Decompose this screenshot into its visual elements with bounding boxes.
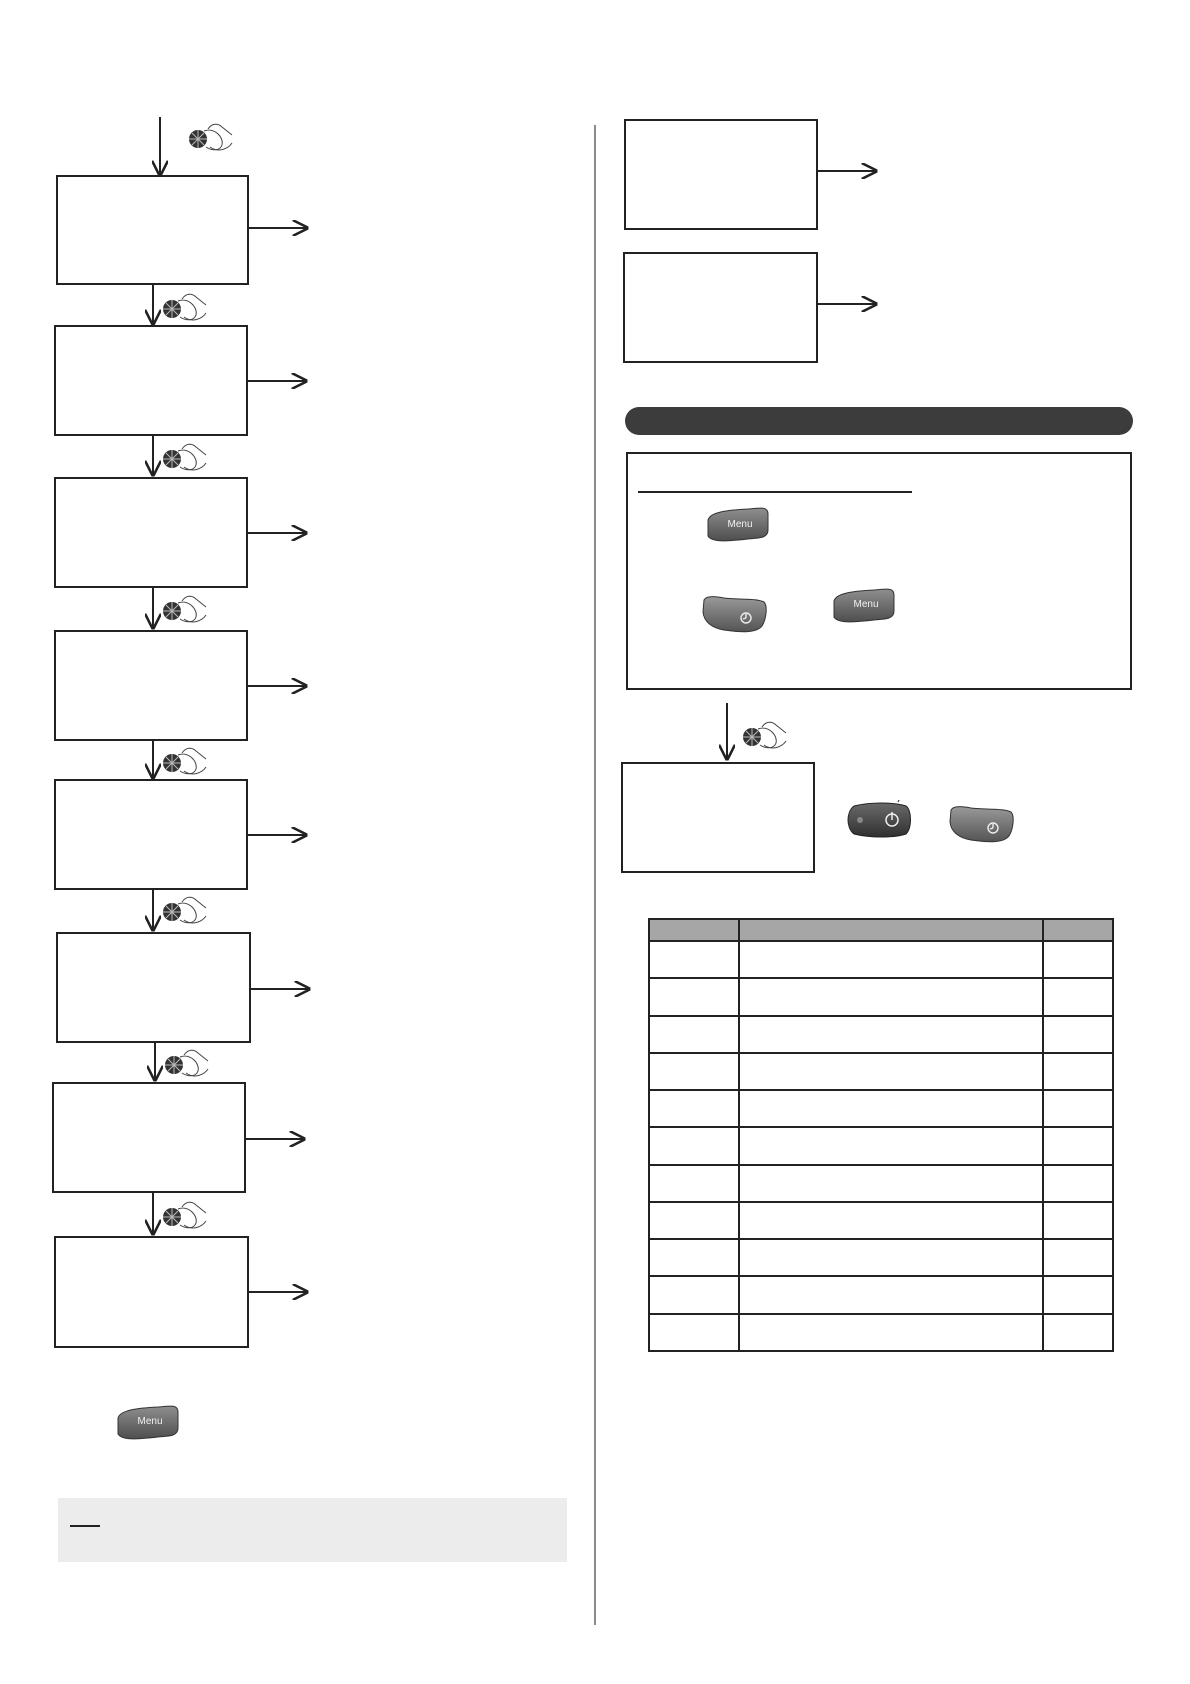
table-cell xyxy=(1043,1239,1113,1276)
table-cell xyxy=(1043,1202,1113,1239)
table-header-cell xyxy=(1043,919,1113,941)
section-header-bar xyxy=(625,407,1133,435)
start-arrow xyxy=(140,115,240,180)
table-cell xyxy=(1043,1053,1113,1090)
parameter-table xyxy=(648,918,1114,1352)
step-arrow-2 xyxy=(140,436,220,478)
table-cell xyxy=(1043,978,1113,1015)
table-row xyxy=(649,978,1113,1015)
table-cell xyxy=(739,1276,1044,1313)
note-box xyxy=(58,1498,567,1562)
table-cell xyxy=(1043,1165,1113,1202)
table-cell xyxy=(739,941,1044,978)
display-screen-9 xyxy=(624,119,818,230)
info-box-underline xyxy=(638,491,912,493)
table-row xyxy=(649,1127,1113,1164)
knob-turn-hand-icon xyxy=(163,1202,206,1228)
result-arrow-6 xyxy=(251,979,313,999)
clock-key-icon[interactable] xyxy=(700,594,770,636)
display-screen-4 xyxy=(54,630,248,741)
display-screen-2 xyxy=(54,325,248,436)
table-cell xyxy=(1043,1314,1113,1351)
table-cell xyxy=(649,1090,739,1127)
result-arrow-1 xyxy=(249,218,311,238)
table-header-cell xyxy=(739,919,1044,941)
display-screen-3 xyxy=(54,477,248,588)
display-screen-10 xyxy=(623,252,818,363)
table-cell xyxy=(739,1239,1044,1276)
table-cell xyxy=(739,1053,1044,1090)
result-arrow-9 xyxy=(818,161,880,181)
table-cell xyxy=(1043,1016,1113,1053)
display-screen-8 xyxy=(54,1236,249,1348)
table-cell xyxy=(649,1239,739,1276)
clock-key-icon[interactable] xyxy=(947,804,1017,846)
table-row xyxy=(649,1202,1113,1239)
menu-key-icon[interactable] xyxy=(114,1404,182,1442)
note-underline xyxy=(70,1525,100,1527)
step-arrow-6 xyxy=(142,1043,222,1083)
display-screen-7 xyxy=(52,1082,246,1193)
table-row xyxy=(649,1239,1113,1276)
knob-turn-hand-icon xyxy=(163,596,206,622)
knob-turn-hand-icon xyxy=(163,444,206,470)
step-arrow-3 xyxy=(140,588,220,631)
table-header-cell xyxy=(649,919,739,941)
table-cell xyxy=(739,1127,1044,1164)
table-row xyxy=(649,1090,1113,1127)
display-screen-1 xyxy=(56,175,249,285)
table-cell xyxy=(649,1314,739,1351)
table-cell xyxy=(1043,1090,1113,1127)
result-arrow-10 xyxy=(818,294,880,314)
table-cell xyxy=(739,1090,1044,1127)
result-arrow-8 xyxy=(249,1282,311,1302)
start-arrow-2 xyxy=(716,703,816,763)
result-arrow-4 xyxy=(248,676,310,696)
table-row xyxy=(649,1314,1113,1351)
column-divider xyxy=(594,125,596,1625)
knob-turn-hand-icon xyxy=(163,748,206,774)
table-cell xyxy=(739,1202,1044,1239)
svg-text:Menu: Menu xyxy=(137,1416,163,1427)
knob-turn-hand-icon xyxy=(743,722,786,748)
step-arrow-5 xyxy=(140,890,220,933)
table-cell xyxy=(649,1053,739,1090)
table-cell xyxy=(1043,1276,1113,1313)
table-cell xyxy=(739,1165,1044,1202)
table-row xyxy=(649,1016,1113,1053)
knob-turn-hand-icon xyxy=(165,1050,208,1076)
knob-turn-hand-icon xyxy=(163,897,206,923)
power-key-icon[interactable] xyxy=(846,800,914,840)
result-arrow-5 xyxy=(248,825,310,845)
table-row xyxy=(649,1165,1113,1202)
table-cell xyxy=(739,1314,1044,1351)
menu-key-icon[interactable] xyxy=(704,506,772,544)
svg-text:Menu: Menu xyxy=(853,599,879,610)
knob-turn-hand-icon xyxy=(163,294,206,320)
table-cell xyxy=(649,1202,739,1239)
table-row xyxy=(649,1276,1113,1313)
step-arrow-7 xyxy=(140,1193,220,1237)
table-cell xyxy=(739,1016,1044,1053)
step-arrow-1 xyxy=(140,285,220,327)
table-cell xyxy=(649,1127,739,1164)
table-header-row xyxy=(649,919,1113,941)
table-cell xyxy=(1043,941,1113,978)
result-arrow-7 xyxy=(246,1129,308,1149)
table-cell xyxy=(649,1165,739,1202)
step-arrow-4 xyxy=(140,741,220,781)
table-cell xyxy=(649,941,739,978)
table-cell xyxy=(649,1276,739,1313)
display-screen-6 xyxy=(56,932,251,1043)
knob-turn-hand-icon xyxy=(189,124,232,150)
display-screen-5 xyxy=(54,779,248,890)
table-row xyxy=(649,941,1113,978)
table-cell xyxy=(1043,1127,1113,1164)
info-box xyxy=(626,452,1132,690)
table-row xyxy=(649,1053,1113,1090)
table-cell xyxy=(649,1016,739,1053)
result-arrow-2 xyxy=(248,371,310,391)
display-screen-11 xyxy=(621,762,815,873)
table-cell xyxy=(649,978,739,1015)
menu-key-icon[interactable] xyxy=(830,587,898,625)
svg-text:Menu: Menu xyxy=(727,519,753,530)
table-cell xyxy=(739,978,1044,1015)
result-arrow-3 xyxy=(248,523,310,543)
